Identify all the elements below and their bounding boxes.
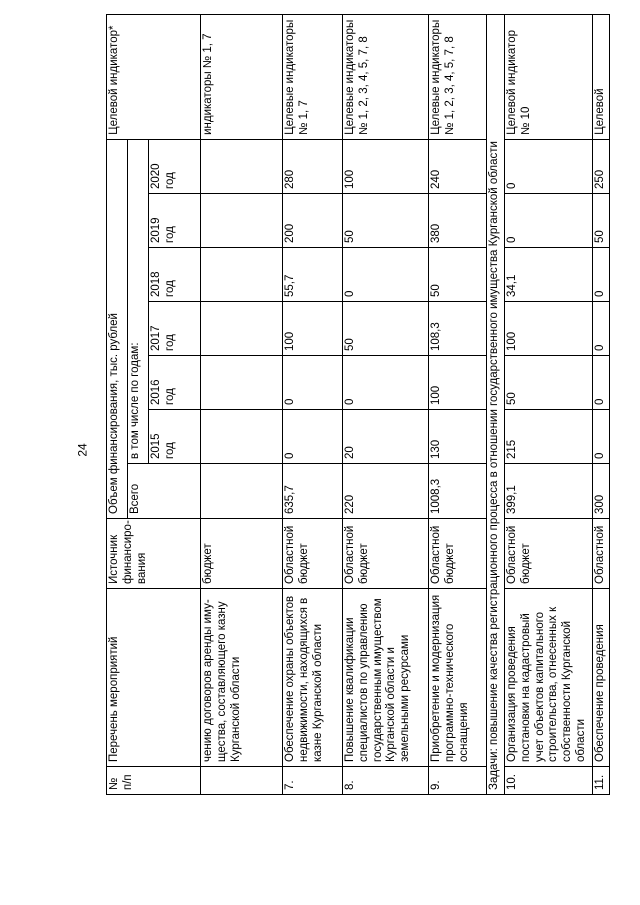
row-indicator: Целевые индикаторы № 1, 2, 3, 4, 5, 7, 8: [343, 14, 429, 139]
header-year-2017: 2017 год: [149, 302, 201, 356]
header-year-2020: 2020 год: [149, 139, 201, 193]
row-2015: 0: [593, 410, 610, 464]
header-year-2019: 2019 год: [149, 194, 201, 248]
row-2016: 50: [505, 356, 593, 410]
row-2017: [201, 302, 283, 356]
row-total: 1008,3: [429, 464, 487, 519]
row-num: 9.: [429, 767, 487, 795]
row-activity: Повышение квалификации специалистов по управлению государственным имуществом Курганской области и земельными ресурсами: [343, 589, 429, 767]
task-row: [487, 14, 505, 794]
row-2020: 100: [343, 139, 429, 193]
row-2020: 0: [505, 139, 593, 193]
row-2015: 130: [429, 410, 487, 464]
row-activity: Обеспечение охраны объектов недвижимости, находящихся в казне Курганской области: [283, 589, 343, 767]
header-total: Всего: [128, 464, 201, 519]
row-total: 399,1: [505, 464, 593, 519]
row-activity: чению договоров аренды иму-щества, составляющего казну Курганской области: [201, 589, 283, 767]
row-2015: [201, 410, 283, 464]
header-row-1: [107, 14, 128, 794]
row-num: [201, 767, 283, 795]
row-activity: Организация проведения постановки на кадастровый учет объектов капитального строительства, отнесенных к собственности Курганской области: [505, 589, 593, 767]
header-funding: Объем финансирования, тыс. рублей: [107, 139, 128, 518]
row-2019: 380: [429, 194, 487, 248]
header-year-2018: 2018 год: [149, 248, 201, 302]
header-year-2015: 2015 год: [149, 410, 201, 464]
header-source: Источник финансиро-вания: [107, 519, 201, 589]
row-num: 8.: [343, 767, 429, 795]
row-source: бюджет: [201, 519, 283, 589]
header-by-year: в том числе по годам:: [128, 139, 149, 463]
row-source: Областной бюджет: [343, 519, 429, 589]
rotated-table-wrapper: [106, 15, 606, 795]
row-2020: 240: [429, 139, 487, 193]
row-2019: 0: [505, 194, 593, 248]
row-num: 10.: [505, 767, 593, 795]
row-num: 7.: [283, 767, 343, 795]
row-source: Областной бюджет: [429, 519, 487, 589]
row-2015: 0: [283, 410, 343, 464]
row-2015: 215: [505, 410, 593, 464]
row-2016: 0: [283, 356, 343, 410]
row-2015: 20: [343, 410, 429, 464]
header-num: № п/п: [107, 767, 201, 795]
row-num: 11.: [593, 767, 610, 795]
row-indicator: Целевые индикаторы № 1, 2, 3, 4, 5, 7, 8: [429, 14, 487, 139]
row-total: 635,7: [283, 464, 343, 519]
row-indicator: Целевой индикатор № 10: [505, 14, 593, 139]
row-indicator: Целевой: [593, 14, 610, 139]
row-2020: 280: [283, 139, 343, 193]
header-year-2016: 2016 год: [149, 356, 201, 410]
page-number: 24: [75, 443, 90, 457]
table-row: [201, 14, 283, 794]
header-indicator: Целевой индикатор*: [107, 14, 201, 139]
row-2020: 250: [593, 139, 610, 193]
row-activity: Обеспечение проведения: [593, 589, 610, 767]
row-2019: [201, 194, 283, 248]
row-indicator: индикаторы № 1, 7: [201, 14, 283, 139]
row-total: 300: [593, 464, 610, 519]
row-2017: 50: [343, 302, 429, 356]
row-total: 220: [343, 464, 429, 519]
table-row: [343, 14, 429, 794]
row-2018: [201, 248, 283, 302]
row-2019: 200: [283, 194, 343, 248]
row-2019: 50: [343, 194, 429, 248]
row-source: Областной бюджет: [505, 519, 593, 589]
row-2016: 100: [429, 356, 487, 410]
task-text: Задачи: повышение качества регистрационного процесса в отношении государственного имущества Курганской области: [487, 14, 505, 794]
funding-table: [106, 14, 610, 795]
row-source: Областной бюджет: [283, 519, 343, 589]
table-row: [593, 14, 610, 794]
row-2018: 0: [343, 248, 429, 302]
row-activity: Приобретение и модернизация программно-технического оснащения: [429, 589, 487, 767]
row-2017: 108,3: [429, 302, 487, 356]
row-2017: 100: [283, 302, 343, 356]
table-row: [283, 14, 343, 794]
row-2016: 0: [593, 356, 610, 410]
row-2019: 50: [593, 194, 610, 248]
row-2018: 0: [593, 248, 610, 302]
row-2017: 0: [593, 302, 610, 356]
row-2016: [201, 356, 283, 410]
row-indicator: Целевые индикаторы № 1, 7: [283, 14, 343, 139]
row-2018: 50: [429, 248, 487, 302]
row-2018: 34,1: [505, 248, 593, 302]
row-total: [201, 464, 283, 519]
row-2017: 100: [505, 302, 593, 356]
row-2018: 55,7: [283, 248, 343, 302]
landscape-page: [106, 15, 606, 795]
row-2016: 0: [343, 356, 429, 410]
table-row: [505, 14, 593, 794]
row-2020: [201, 139, 283, 193]
row-source: Областной: [593, 519, 610, 589]
table-row: [429, 14, 487, 794]
header-activities: Перечень мероприятий: [107, 589, 201, 767]
